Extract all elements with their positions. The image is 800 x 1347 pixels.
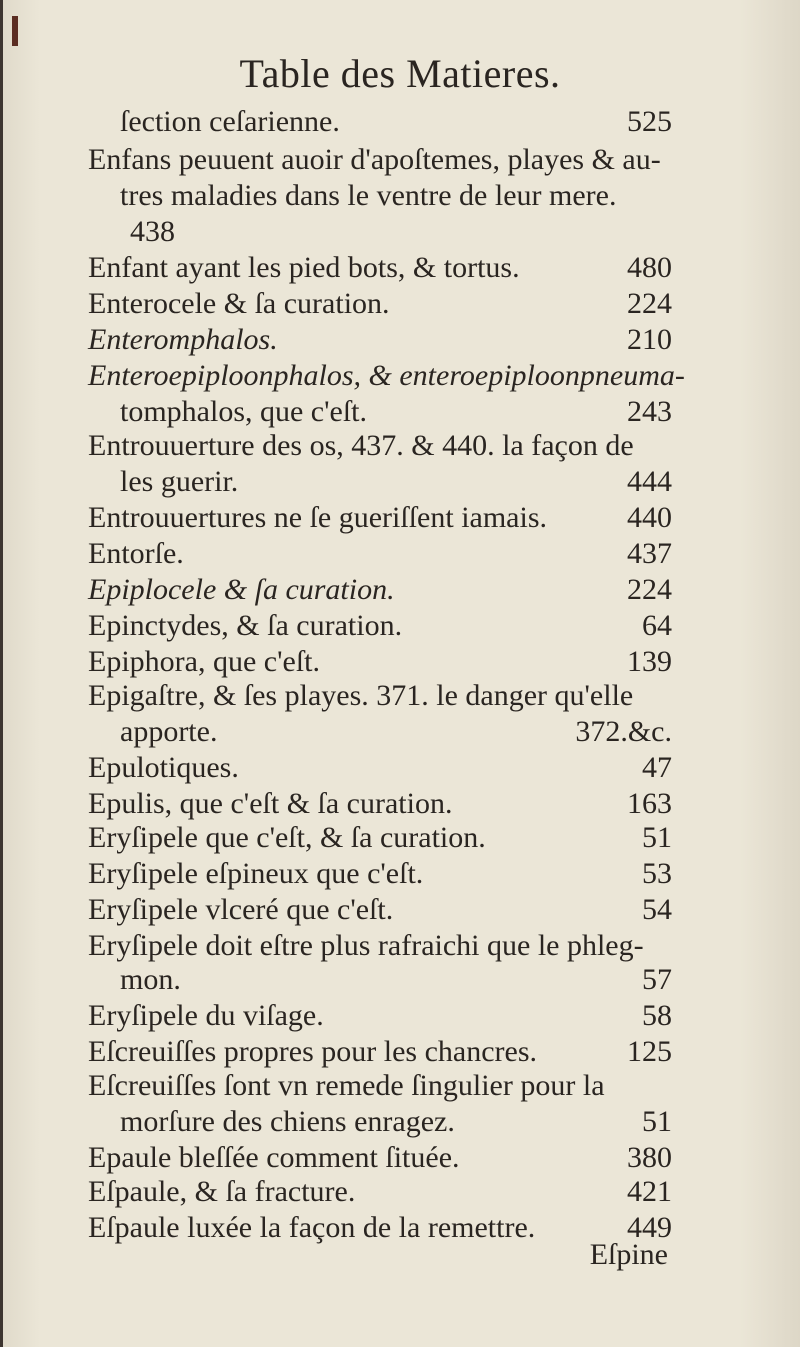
- entry-text: mon.: [120, 963, 181, 996]
- index-entry: [88, 676, 672, 716]
- page-number: 437: [627, 537, 672, 570]
- index-entry: [88, 854, 672, 894]
- page-number: 125: [627, 1035, 672, 1068]
- index-entry: [88, 498, 672, 538]
- page-number: 47: [642, 751, 672, 784]
- page-number: 58: [642, 999, 672, 1032]
- page-number: 51: [642, 821, 672, 854]
- entry-text: Eſcreuiſſes ſont vn remede ſingulier pour la: [88, 1069, 605, 1102]
- entry-text: apporte.: [120, 715, 218, 748]
- page-number: 54: [642, 893, 672, 926]
- entry-text: Epulis, que c'eſt & ſa curation.: [88, 787, 453, 820]
- page-number: 139: [627, 645, 672, 678]
- index-entry: [130, 212, 672, 252]
- entry-text: Eſpaule, & ſa fracture.: [88, 1175, 356, 1208]
- binding-mark: [12, 16, 18, 46]
- page-number: 51: [642, 1105, 672, 1138]
- entry-text: les guerir.: [120, 465, 239, 498]
- index-entry: [88, 534, 672, 574]
- index-entry: [88, 320, 672, 360]
- index-entry: [88, 1208, 672, 1248]
- page-number: 444: [627, 465, 672, 498]
- catchword: Eſpine: [589, 1238, 668, 1271]
- entry-text: tomphalos, que c'eſt.: [120, 395, 368, 428]
- index-entry: [88, 284, 672, 324]
- page-number: 53: [642, 857, 672, 890]
- page-number: 224: [627, 287, 672, 320]
- entry-text: Epigaſtre, & ſes playes. 371. le danger qu'elle: [88, 679, 634, 712]
- entry-text: Eryſipele que c'eſt, & ſa curation.: [88, 821, 486, 854]
- page-edge: [0, 0, 3, 1347]
- entry-text: Eryſipele du viſage.: [88, 999, 324, 1032]
- entry-text: Epulotiques.: [88, 751, 239, 784]
- entry-text: Entrouuertures ne ſe gueriſſent iamais.: [88, 501, 548, 534]
- index-entry: [88, 1066, 672, 1106]
- page-number: 440: [627, 501, 672, 534]
- entry-text: Eſpaule luxée la façon de la remettre.: [88, 1211, 536, 1244]
- entry-text: morſure des chiens enragez.: [120, 1105, 455, 1138]
- index-entry: [88, 426, 672, 466]
- index-entry: [88, 996, 672, 1036]
- page-title: Table des Matieres.: [239, 51, 561, 96]
- entry-text: Enteroepiploonphalos, & enteroepiploonpneuma-: [88, 359, 685, 392]
- page-number: 210: [627, 323, 672, 356]
- entry-text: Eſcreuiſſes propres pour les chancres.: [88, 1035, 537, 1068]
- entry-text: Epiplocele & ſa curation.: [88, 573, 395, 606]
- entry-text: tres maladies dans le ventre de leur mere.: [120, 179, 617, 212]
- index-entry: [88, 818, 672, 858]
- page-number: 243: [627, 395, 672, 428]
- index-entry: [120, 960, 672, 1000]
- entry-text: Entorſe.: [88, 537, 184, 570]
- entry-text: Enfant ayant les pied bots, & tortus.: [88, 251, 520, 284]
- page-number: 64: [642, 609, 672, 642]
- index-entry: [120, 1102, 672, 1142]
- page-number: 224: [627, 573, 672, 606]
- entry-text: 438: [130, 215, 175, 248]
- index-entry: [88, 356, 685, 396]
- index-entry: [120, 102, 672, 142]
- page-number: 380: [627, 1141, 672, 1174]
- entry-text: Enfans peuuent auoir d'apoſtemes, playes & au-: [88, 143, 661, 176]
- page-number: 480: [627, 251, 672, 284]
- index-entry: [120, 462, 672, 502]
- entry-text: Enteromphalos.: [88, 323, 278, 356]
- entry-text: ſection ceſarienne.: [120, 105, 340, 138]
- entry-text: Entrouuerture des os, 437. & 440. la façon de: [88, 429, 634, 462]
- index-entry: [88, 140, 672, 180]
- index-entry: [88, 748, 672, 788]
- index-entry: [88, 606, 672, 646]
- page-number: 57: [642, 963, 672, 996]
- page-number: 163: [627, 787, 672, 820]
- page-number: 449: [627, 1211, 672, 1244]
- entry-text: Eryſipele eſpineux que c'eſt.: [88, 857, 424, 890]
- index-entry: [120, 176, 672, 216]
- page-number: 421: [627, 1175, 672, 1208]
- index-entry: [88, 890, 672, 930]
- entry-text: Enterocele & ſa curation.: [88, 287, 390, 320]
- page-number: 372.&c.: [575, 715, 672, 748]
- index-entry: [88, 248, 672, 288]
- index-entry: [88, 1172, 672, 1212]
- entry-text: Eryſipele doit eſtre plus rafraichi que le phleg-: [88, 929, 644, 962]
- index-entry: [88, 570, 672, 610]
- entry-text: Epiphora, que c'eſt.: [88, 645, 320, 678]
- page-number: 525: [627, 105, 672, 138]
- entry-text: Epaule bleſſée comment ſituée.: [88, 1141, 460, 1174]
- entry-text: Eryſipele vlceré que c'eſt.: [88, 893, 394, 926]
- entry-text: Epinctydes, & ſa curation.: [88, 609, 403, 642]
- index-entry: [120, 712, 672, 752]
